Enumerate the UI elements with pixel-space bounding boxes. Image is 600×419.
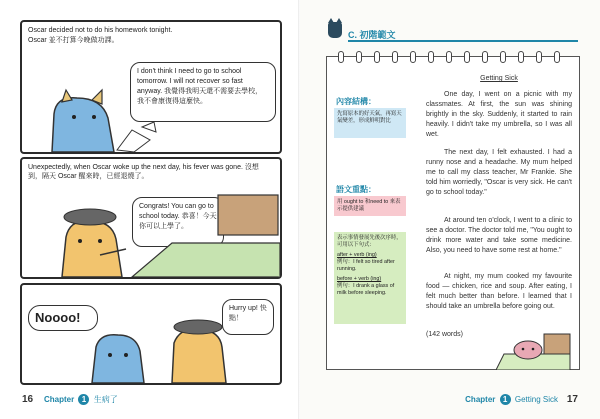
essay-paragraph-2: The next day, I felt exhausted. I had a runny nose and a headache. My mum helped me to call my class teacher, Mr Frankie. She told him worriedly, "Oscar is very sick. He can't go to school today." — [426, 149, 572, 196]
panel1-caption-en: Oscar decided not to do his homework tonight. — [28, 27, 173, 34]
grammar-note-sequence — [334, 232, 406, 324]
essay-paragraph-3: At around ten o'clock, I went to a clinic to see a doctor. The doctor told me, "You ought to drink more water and take some medicine. Also, you need to have some rest at home." — [426, 217, 572, 254]
page-number-left: 16 — [22, 394, 34, 405]
essay-paragraph-1: One day, I went on a picnic with my classmates. At first, the sun was shining brightly in the sky. Suddenly, it started to rain heavily. I didn't take my umbrella, so I was all wet. — [426, 91, 572, 138]
word-count: (142 words) — [426, 331, 463, 338]
section-title: C. 初階範文 — [348, 30, 396, 40]
after-example: 例句：I felt so tired after running. — [337, 259, 395, 272]
cat-head-icon — [328, 22, 342, 38]
before-pattern: before + verb (ing) — [337, 276, 382, 282]
structure-note: 先寫原本的好天氣，再寫天氣變差，形成鮮明對比 — [334, 108, 406, 138]
grammar-label: 語文重點： — [336, 185, 376, 194]
page-number-right: 17 — [566, 394, 578, 405]
grammar-note-ought: 用 ought to 和need to 來表示提供建議 — [334, 196, 406, 216]
chapter-title: Getting Sick — [514, 395, 558, 404]
chapter-label: Chapter — [44, 395, 75, 404]
chapter-number-badge: 1 — [78, 394, 89, 405]
right-page — [300, 0, 600, 419]
sequence-intro: 表示事情發展先後次序時，可用以下句式： — [337, 235, 402, 248]
chapter-footer-left — [44, 394, 118, 405]
chapter-label: Chapter — [465, 395, 496, 404]
before-example: 例句：I drank a glass of milk before sleeping. — [337, 283, 395, 296]
chapter-footer-right — [465, 394, 558, 405]
after-pattern: after + verb (ing) — [337, 252, 377, 258]
structure-label: 內容結構： — [336, 97, 376, 106]
panel3-shout-bubble: Noooo! — [28, 305, 98, 331]
notebook-rings — [326, 51, 580, 61]
essay-title: Getting Sick — [480, 75, 518, 82]
section-divider — [348, 40, 578, 42]
panel3-speech-bubble: Hurry up! 快點！ — [222, 299, 274, 335]
comic-panel-3 — [20, 283, 282, 385]
panel2-speech-bubble: Congrats! You can go to school today. 恭喜！今天你可以上學了。 — [132, 197, 224, 247]
essay-paragraph-4: At night, my mum cooked my favourite food — chicken, rice and soup. After eating, I felt much better than before. I learned that I should take an umbrella before going out. — [426, 273, 572, 310]
chapter-title: 生病了 — [93, 395, 118, 404]
chapter-number-badge: 1 — [500, 394, 511, 405]
comic-panel-2 — [20, 157, 282, 279]
panel1-speech-bubble: I don't think I need to go to school tomorrow. I will not recover so fast anyway. 我覺得我明天還不需要去學校，我不會康復得這麼快。 — [130, 62, 276, 122]
panel2-caption: Unexpectedly, when Oscar woke up the next day, his fever was gone. 沒想到，隔天 Oscar 醒來時，已經退燒了。 — [28, 164, 259, 180]
comic-panel-1 — [20, 20, 282, 154]
panel1-caption-zh: Oscar 並不打算今晚做功課。 — [28, 37, 119, 44]
sick-in-bed-illustration — [496, 330, 576, 370]
